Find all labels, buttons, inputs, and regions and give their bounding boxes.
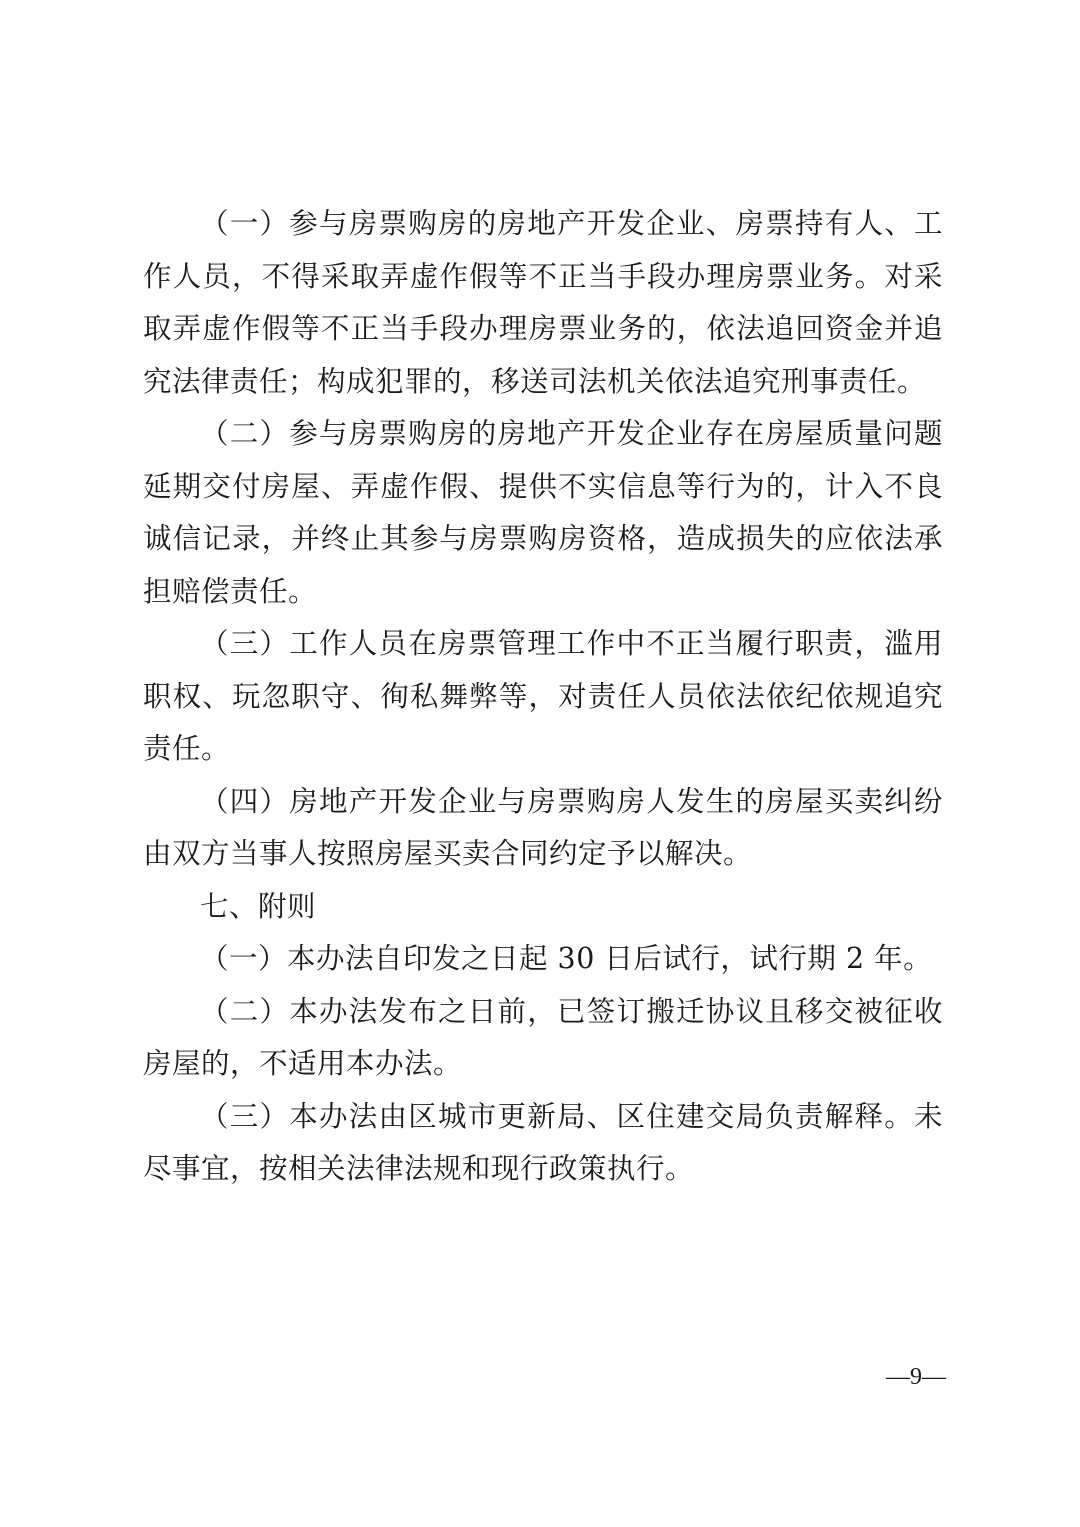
paragraph-staff-duty: （三）工作人员在房票管理工作中不正当履行职责，滥用职权、玩忽职守、徇私舞弊等，对责任人员依法依纪依规追究责任。 [143, 627, 943, 765]
paragraph-effective-date: （一）本办法自印发之日起 30 日后试行，试行期 2 年。 [200, 942, 933, 975]
paragraph-interpretation: （三）本办法由区城市更新局、区住建交局负责解释。未尽事宜，按相关法律法规和现行政策执行。 [143, 1099, 943, 1185]
document-body [143, 198, 943, 1196]
page-number: —9— [886, 1364, 946, 1390]
paragraph-developer-quality: （二）参与房票购房的房地产开发企业存在房屋质量问题延期交付房屋、弄虚作假、提供不实信息等行为的，计入不良诚信记录，并终止其参与房票购房资格，造成损失的应依法承担赔偿责任。 [143, 417, 943, 608]
section-heading-supplementary: 七、附则 [200, 889, 317, 923]
paragraph-dispute-resolution: （四）房地产开发企业与房票购房人发生的房屋买卖纠纷由双方当事人按照房屋买卖合同约定予以解决。 [143, 784, 943, 870]
paragraph-not-applicable: （二）本办法发布之日前，已签订搬迁协议且移交被征收房屋的，不适用本办法。 [143, 994, 943, 1080]
paragraph-violation-fraud: （一）参与房票购房的房地产开发企业、房票持有人、工作人员，不得采取弄虚作假等不正当手段办理房票业务。对采取弄虚作假等不正当手段办理房票业务的，依法追回资金并追究法律责任；构成犯罪的，移送司法机关依法追究刑事责任。 [143, 207, 943, 398]
